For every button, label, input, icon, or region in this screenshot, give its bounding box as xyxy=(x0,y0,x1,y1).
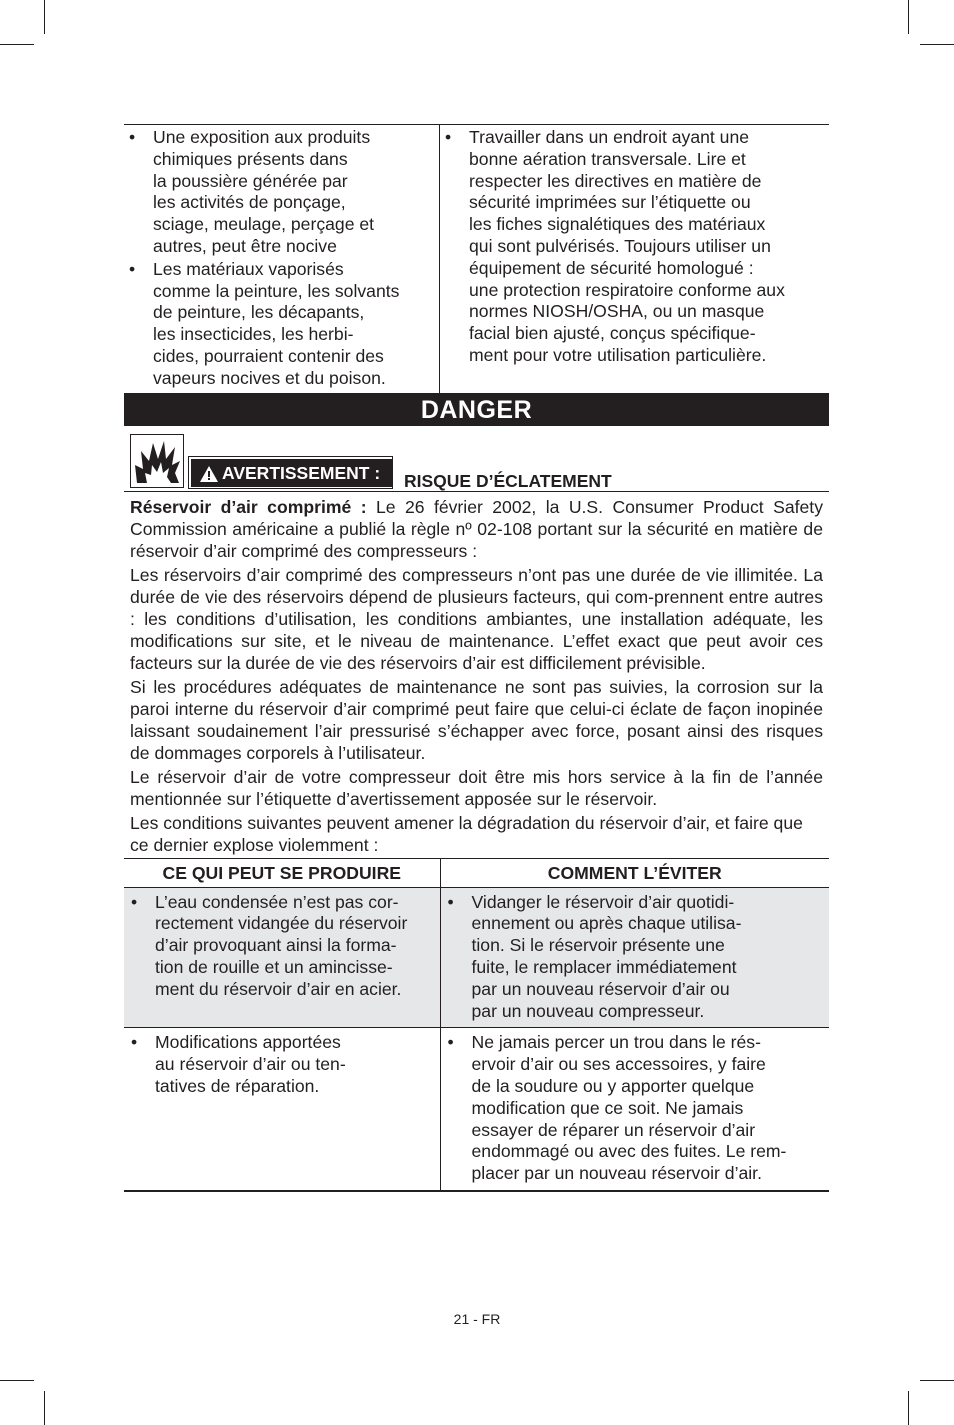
crop-mark xyxy=(920,44,954,45)
paragraph: Les conditions suivantes peuvent amener la dégradation du réservoir d’air, et faire que ce dernier explose violemment : xyxy=(130,812,803,855)
intro-bold: Réservoir d’air comprimé : xyxy=(130,496,367,517)
crop-mark xyxy=(908,1391,909,1425)
warning-triangle-icon xyxy=(200,462,218,491)
table-row xyxy=(124,887,829,1028)
explosion-icon xyxy=(130,434,184,488)
column-header: COMMENT L’ÉVITER xyxy=(440,858,829,887)
crop-mark xyxy=(0,44,34,45)
warning-row xyxy=(124,426,829,492)
remedy-item: • Vidanger le réservoir d’air quotidi- ennement ou après chaque utilisa- tion. Si le réservoir présente une fuite, le remplacer immédiatement par un nouveau réservoir d’air ou par un nouveau compresseur. xyxy=(447,892,828,1023)
page-number: 21 - FR xyxy=(453,1311,501,1327)
intro-paragraph xyxy=(130,496,823,562)
risk-table xyxy=(124,858,829,1192)
warning-label-text: AVERTISSEMENT : xyxy=(222,462,381,483)
hazard-item: • Les matériaux vaporisés comme la peinture, les solvants de peinture, les décapants, les insecticides, les herbi- cides, pourraient contenir des vapeurs nocives et du poison. xyxy=(128,259,431,390)
hazard-item: • Une exposition aux produits chimiques présents dans la poussière générée par les activités de ponçage, sciage, meulage, perçage et autres, peut être nocive xyxy=(128,127,431,258)
danger-header: DANGER xyxy=(124,393,829,426)
hazard-column xyxy=(124,125,440,393)
hazard-table-continued xyxy=(124,124,829,393)
remedy-cell xyxy=(440,887,829,1028)
prevention-item: • Travailler dans un endroit ayant une bonne aération transversale. Lire et respecter les directives en matière de sécurité imprimées sur l’étiquette ou les fiches signalétiques des matériaux qui sont pulvérisés. Toujours utiliser un équipement de sécurité homologué : une protection respiratoire conforme aux normes NIOSH/OSHA, ou un masque facial bien ajusté, conçus spécifique- ment pour votre utilisation particulière. xyxy=(444,127,825,367)
table-row xyxy=(124,1028,829,1191)
cause-item: • L’eau condensée n’est pas cor- rectement vidangée du réservoir d’air provoquant ainsi la forma- tion de rouille et un amincisse- ment du réservoir d’air en acier. xyxy=(130,892,438,1001)
prevention-column xyxy=(440,125,829,393)
paragraph: Le réservoir d’air de votre compresseur doit être mis hors service à la fin de l’année mentionnée sur l’étiquette d’avertissement apposée sur le réservoir. xyxy=(130,766,823,809)
crop-mark xyxy=(0,1380,34,1381)
column-header: CE QUI PEUT SE PRODUIRE xyxy=(124,858,440,887)
crop-mark xyxy=(44,0,45,34)
crop-mark xyxy=(908,0,909,34)
crop-mark xyxy=(44,1391,45,1425)
crop-mark xyxy=(920,1380,954,1381)
remedy-cell xyxy=(440,1028,829,1191)
paragraph: Si les procédures adéquates de maintenance ne sont pas suivies, la corrosion sur la paroi interne du réservoir d’air comprimé peut faire que celui-ci éclate de façon inopinée laissant soudainement l’air pressurisé s’échapper avec force, posant ainsi des risques de dommages corporels à l’utilisateur. xyxy=(130,676,823,763)
cause-cell xyxy=(124,1028,440,1191)
paragraph: Les réservoirs d’air comprimé des compresseurs n’ont pas une durée de vie illimitée. La durée de vie des réservoirs dépend de plusieurs facteurs, qui com-prennent entre autres : les conditions d’utilisation, les conditions ambiantes, une installation adéquate, les modifications sur site, et le niveau de maintenance. L’effet exact que peut avoir ces facteurs sur la durée de vie des réservoirs d’air est difficilement prévisible. xyxy=(130,564,823,673)
warning-label xyxy=(191,459,392,487)
safety-page xyxy=(124,124,829,1192)
remedy-item: • Ne jamais percer un trou dans le rés- ervoir d’air ou ses accessoires, y faire de la soudure ou y apporter quelque modification que ce soit. Ne jamais essayer de réparer un réservoir d’air endommagé ou avec des fuites. Le rem- placer par un nouveau réservoir d’air. xyxy=(447,1032,828,1185)
cause-item: • Modifications apportées au réservoir d’air ou ten- tatives de réparation. xyxy=(130,1032,438,1097)
risk-title: RISQUE D’ÉCLATEMENT xyxy=(404,470,612,491)
cause-cell xyxy=(124,887,440,1028)
intro-text: Le 26 février 2002, la U.S. Consumer Product Safety Commission américaine a publié la règle nº 02-108 portant sur la sécurité en matière de réservoir d’air comprimé des compresseurs : xyxy=(130,496,823,561)
danger-body xyxy=(124,492,829,856)
